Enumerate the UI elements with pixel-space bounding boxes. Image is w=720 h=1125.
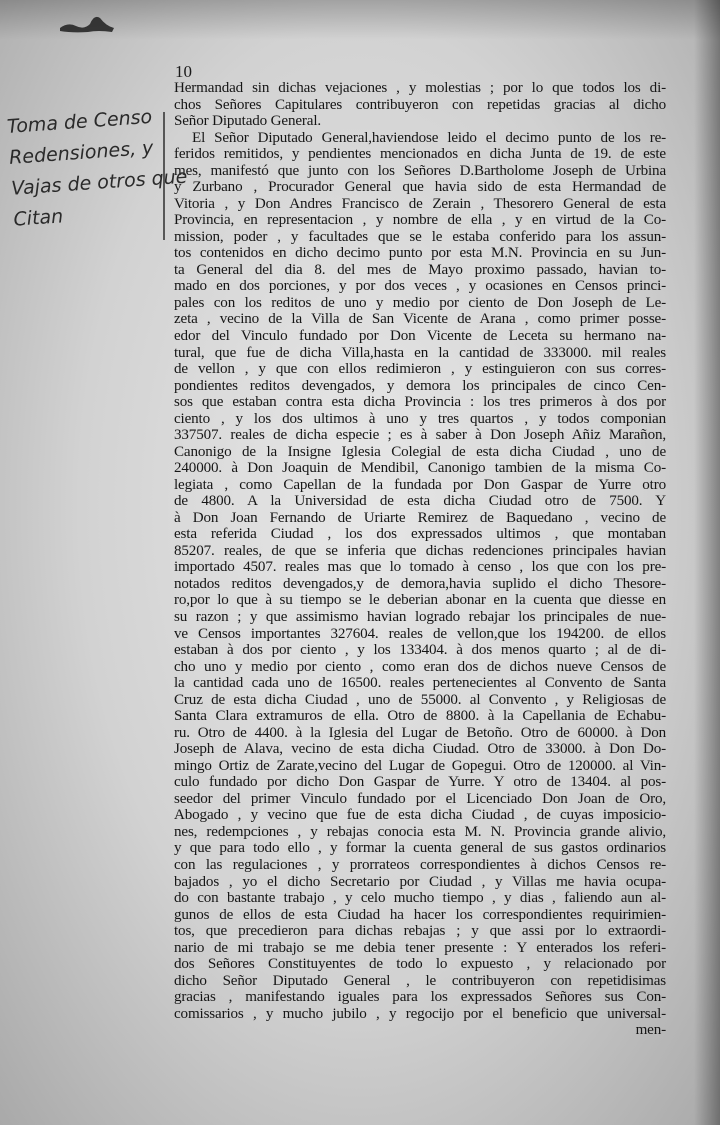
text-line: 337507. reales de dicha especie ; es à saber à Don Joseph Añiz Marañon, <box>174 427 666 444</box>
text-line: edor del Vinculo fundado por Don Vicente de Leceta su hermano na- <box>174 327 666 344</box>
text-line: 240000. à Don Joaquin de Mendibil, Canonigo tambien de la misma Co- <box>174 460 666 477</box>
text-line: Señor Diputado General. <box>174 113 322 130</box>
text-line: Joseph de Alava, vecino de esta dicha Ciudad. Otro de 33000. à Don Do- <box>174 741 666 758</box>
text-line: comissarios , y mucho jubilo , y regocijo por el beneficio que universal- <box>174 1005 666 1022</box>
text-line: mado en dos porciones, y por dos veces , y ocasiones en Censos princi- <box>174 278 666 295</box>
text-line: legiata , como Capellan de la fundada por Don Gaspar de Yurre otro <box>174 476 666 493</box>
text-line: nes, redempciones , y rebajas conocia esta M. N. Provincia grande alivio, <box>174 823 666 840</box>
text-line: gunos de ellos de esta Ciudad ha hacer los correspondientes requirimien- <box>174 906 666 923</box>
text-line: pales con los reditos de uno y medio por ciento de Don Joseph de Le- <box>174 294 666 311</box>
text-line: cho uno y medio por ciento , como eran dos de dichos nueve Censos de <box>174 658 666 675</box>
handwritten-margin-note <box>6 101 189 236</box>
text-line: tos contenidos en dicho decimo punto por esta M.N. Provincia en su Jun- <box>174 245 666 262</box>
text-line: men- <box>635 1022 666 1039</box>
text-line: Abogado , y vecino que fue de esta dicha Ciudad , de cuyas imposicio- <box>174 807 666 824</box>
text-line: à Don Joan Fernando de Uriarte Remirez de Baquedano , vecino de <box>174 509 666 526</box>
text-line: ve Censos importantes 327604. reales de vellon,que los 194200. de ellos <box>174 625 666 642</box>
text-line: tos, que precedieron para dichas rebajas ; y que assi por lo extraordi- <box>174 923 666 940</box>
text-line: seedor del primer Vinculo fundado por el Licenciado Don Joan de Oro, <box>174 790 666 807</box>
text-line: feridos remitidos, y pendientes mencionados en dicha Junta de 19. de este <box>174 146 666 163</box>
page-number: 10 <box>175 62 192 81</box>
text-line: 85207. reales, de que se inferia que dichas redenciones principales havian <box>174 542 666 559</box>
text-line: mingo Ortiz de Zarate,vecino del Lugar de Gopegui. Otro de 120000. al Vin- <box>174 757 666 774</box>
text-line: con las regulaciones , y prorrateos correspondientes à dichos Censos re- <box>174 856 666 873</box>
text-line: de vellon , y que con ellos redimieron , y estinguieron con sus corres- <box>174 361 666 378</box>
text-line: su razon ; y que assimismo havian logrado rebajar los principales de nue- <box>174 609 666 625</box>
text-line: importado 4507. reales mas que lo tomado à censo , los que con los pre- <box>174 559 666 576</box>
text-line: sos que estaban contra esta dicha Provincia : los tres primeros à dos por <box>174 394 666 411</box>
text-line: ro,por lo que à su tiempo se le deberian abonar en la cuenta que diesse en <box>174 592 666 609</box>
text-line: chos Señores Capitulares contribuyeron con repetidas gracias al dicho <box>174 96 666 113</box>
text-line: Cruz de esta dicha Ciudad , uno de 55000. al Convento , y Religiosas de <box>174 691 666 708</box>
text-line: Santa Clara extramuros de ella. Otro de 8800. à la Capellania de Echabu- <box>174 708 666 725</box>
text-line: El Señor Diputado General,haviendose leido el decimo punto de los re- <box>192 129 666 146</box>
text-line: y que para todo ello , y formar la cuenta general de sus gastos ordinarios <box>174 840 666 857</box>
margin-note-line: Redensiones, y <box>8 136 155 169</box>
text-line: Hermandad sin dichas vejaciones , y molestias ; por lo que todos los di- <box>174 80 666 96</box>
ink-smudge-mark <box>58 12 116 34</box>
text-line: mes, manifestó que junto con los Señores D.Bartholome Joseph de Urbina <box>174 162 666 179</box>
text-line: pondientes reditos devengados, y demora los principales de cinco Cen- <box>174 377 666 394</box>
scan-shadow-edge <box>694 0 720 1125</box>
text-line: nario de mi trabajo se me debia tener presente : Y enterados los referi- <box>174 939 666 956</box>
text-line: y Zurbano , Procurador General que havia sido de esta Hermandad de <box>174 179 666 196</box>
text-line: estaban à dos por ciento , y los 133404. à dos menos quarto ; al de di- <box>174 642 666 659</box>
text-line: Vitoria , y Don Andres Francisco de Zerain , Thesorero General de esta <box>174 195 666 212</box>
text-line: tural, que fue de dicha Villa,hasta en la cantidad de 333000. mil reales <box>174 344 666 361</box>
text-line: culo fundado por dicho Don Gaspar de Yurre. Y otro de 13404. al pos- <box>174 774 666 791</box>
text-line: gracias , manifestando iguales para los expressados Señores sus Con- <box>174 989 666 1006</box>
text-line: Canonigo de la Insigne Iglesia Colegial de esta dicha Ciudad , uno de <box>174 443 666 460</box>
text-line: dos Señores Constituyentes de todo lo expuesto , y relacionado por <box>174 956 666 973</box>
margin-note-line: Citan <box>12 205 64 231</box>
text-line: dicho Señor Diputado General , le contribuyeron con repetidisimas <box>174 972 666 989</box>
text-line: Provincia, en representacion , y nombre de ella , y en virtud de la Co- <box>174 212 666 229</box>
text-line: zeta , vecino de la Villa de San Vicente de Arana , como primer posse- <box>174 311 666 328</box>
text-line: esta referida Ciudad , los dos expressados ultimos , que montaban <box>174 526 666 543</box>
text-line: ciento , y los dos ultimos à uno y tres quartos , y todos componian <box>174 410 666 427</box>
text-line: ta General del dia 8. del mes de Mayo proximo passado, havian to- <box>174 261 666 278</box>
margin-note-line: Vajas de otros que <box>10 165 189 200</box>
margin-note-line: Toma de Censo <box>6 105 153 138</box>
body-text <box>174 80 666 1039</box>
text-line: ru. Otro de 4400. à la Iglesia del Lugar de Betoño. Otro de 60000. à Don <box>174 724 666 741</box>
text-line: de 4800. A la Universidad de esta dicha Ciudad otro de 7500. Y <box>174 493 666 510</box>
text-line: la cantidad cada uno de 16500. reales pertenecientes al Convento de Santa <box>174 675 666 692</box>
text-line: do con bastante trabajo , y celo mucho tiempo , y dias , faliendo aun al- <box>174 890 666 907</box>
text-line: notados reditos devengados,y de demora,havia suplido el dicho Thesore- <box>174 575 666 592</box>
text-line: bajados , yo el dicho Secretario por Ciudad , y Villas me havia ocupa- <box>174 873 666 890</box>
text-line: mission, poder , y facultades que se le estaba conferido para los assun- <box>174 228 666 245</box>
